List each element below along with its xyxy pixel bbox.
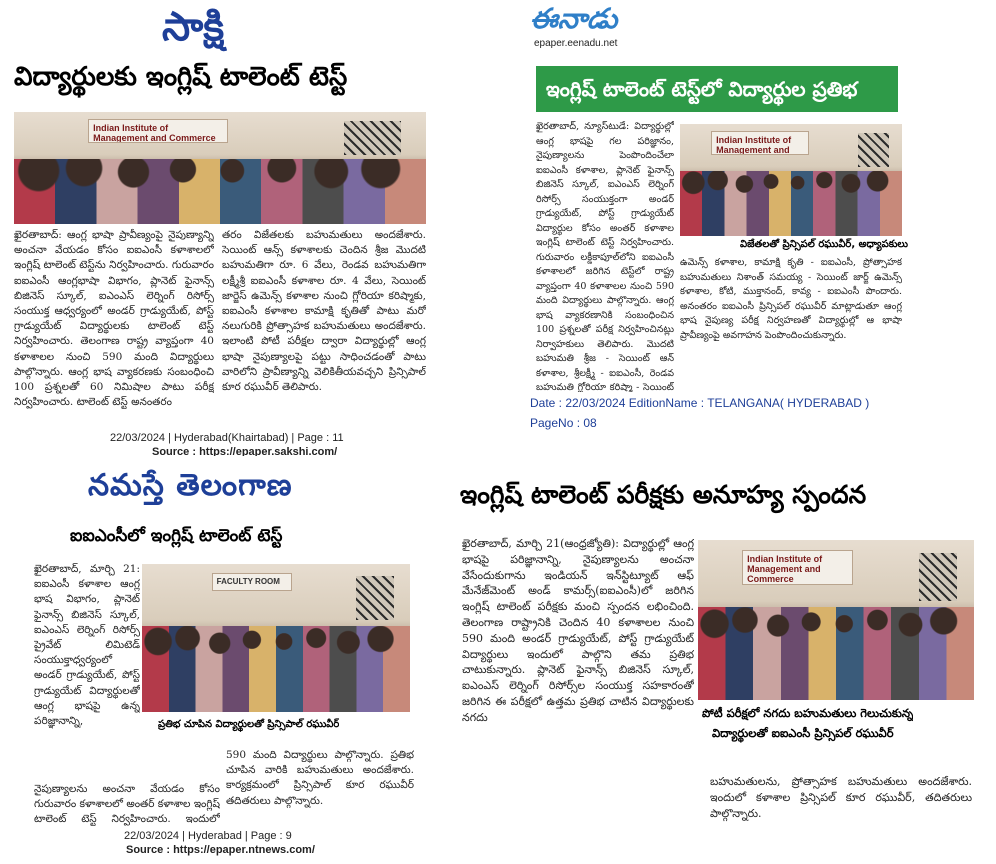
namasthe-photo-banner: FACULTY ROOM [212,573,292,591]
andhrajyothy-photo-banner: Indian Institute of Management and Commerce [742,550,852,585]
namasthe-column-1: ఖైరతాబాద్, మార్చి 21: ఐఐఎంసీ కళాశాల ఆంగ్ల భాష విభాగం, ప్లానెట్ ఫైనాన్స్ బిజినెస్ స్కూల్, ఐఎంఎస్ లెర్నింగ్ రిసోర్స్ ప్రైవేట్ లిమిటెడ్ సంయుక్తాధ్వర్యంలో అండర్ గ్రాడ్యుయేట్, పోస్ట్ గ్రాడ్యుయేట్ విద్యార్థులతో ఆంగ్ల భాషపై ఉన్న పరిజ్ఞానాన్ని, [34,563,140,728]
andhrajyothy-caption-line-2: విద్యార్థులతో ఐఐఎంసీ ప్రిన్సిపల్ రఘువీర్ [712,726,894,740]
sakshi-source: Source : https://epaper.sakshi.com/ [152,446,338,456]
eenadu-url: epaper.eenadu.net [534,38,618,49]
sakshi-date-line: 22/03/2024 | Hyderabad(Khairtabad) | Page : 11 [110,432,344,444]
eenadu-headline: ఇంగ్లిష్ టాలెంట్ టెస్ట్‌లో విద్యార్థుల ప్రతిభ [536,66,898,112]
namasthe-photo [142,564,410,712]
eenadu-clipping [528,2,908,432]
sakshi-photo [14,112,426,224]
eenadu-photo-caption: విజేతలతో ప్రిన్సిపల్ రఘువీర్, అధ్యాపకులు [740,239,908,250]
andhrajyothy-caption-line-1: పోటీ పరీక్షలో నగదు బహుమతులు గెలుచుకున్న [702,706,914,720]
namasthe-masthead: నమస్తే తెలంగాణ [88,468,293,503]
andhrajyothy-photo-people [698,607,974,700]
sakshi-photo-window [344,121,402,155]
sakshi-photo-people [14,159,426,224]
andhrajyothy-headline: ఇంగ్లిష్ టాలెంట్ పరీక్షకు అనూహ్య స్పందన [460,480,867,509]
andhrajyothy-clipping [450,474,978,840]
namasthe-column-2: 590 మంది విద్యార్థులు పాల్గొన్నారు. ప్రతిభ చూపిన వారికి బహుమతులు అందజేశారు. కార్యక్రమంలో ప్రిన్సిపాల్ కూర రఘువీర్ తదితరులు పాల్గొన్నారు. [226,749,414,807]
eenadu-page: PageNo : 08 [530,416,597,430]
sakshi-headline: విద్యార్థులకు ఇంగ్లిష్ టాలెంట్ టెస్ట్ [14,62,348,92]
namasthe-photo-people [142,626,410,712]
eenadu-photo-banner: Indian Institute of Management and [711,131,809,156]
eenadu-photo-window [858,133,889,167]
namasthe-column-1b: నైపుణ్యాలను అంచనా వేయడం కోసం గురువారం కళాశాలలో అంతర్ కళాశాల ఇంగ్లిష్ టాలెంట్ టెస్ట్ నిర్వహించారు. ఇందులో [34,783,220,826]
eenadu-photo [680,124,902,236]
eenadu-photo-people [680,171,902,236]
andhrajyothy-column-1: ఖైరతాబాద్, మార్చి 21(ఆంధ్రజ్యోతి): విద్యార్థుల్లో ఆంగ్ల భాషపై పరిజ్ఞానాన్ని, నైపుణ్యాలను అంచనా వేసేందుకుగాను ఇండియన్ ఇన్‌స్టిట్యూట్ ఆఫ్ మేనేజ్‌మెంట్ అండ్ కామర్స్(ఐఐఎంసీ)లో జరిగిన ఇంగ్లిష్ టాలెంట్ పరీక్షకు మంచి స్పందన లభించింది. తెలంగాణ రాష్ట్రానికి చెందిన 40 కళాశాలల నుంచి 590 మంది అండర్ గ్రాడ్యుయేట్, పోస్ట్ గ్రాడ్యుయేట్ విద్యార్థులు ఇందులో పాల్గొని తమ ప్రతిభ చాటుకున్నారు. ప్లానెట్ ఫైనాన్స్ బిజినెస్ స్కూల్, ఐఎంఎస్ లెర్నింగ్ రిసోర్స్‌ల సంయుక్త సహకారంతో జరిగిన ఈ పరీక్షలో ఉత్తమ ప్రతిభ చాటిన విద్యార్థులకు నగదు [462,537,694,724]
namasthe-photo-window [356,576,394,620]
namasthe-date-line: 22/03/2024 | Hyderabad | Page : 9 [124,830,292,842]
namasthe-headline: ఐఐఎంసీలో ఇంగ్లిష్ టాలెంట్ టెస్ట్ [70,526,283,546]
andhrajyothy-column-2: బహుమతులను, ప్రోత్సాహక బహుమతులు అందజేశారు. ఇందులో కళాశాల ప్రిన్సిపల్ కూర రఘువీర్, తదితరులు పాల్గొన్నారు. [710,775,972,820]
andhrajyothy-photo-window [919,553,958,601]
eenadu-column-2: ఉమెన్స్ కళాశాల, కామాక్షి కృతి - ఐఐఎంసీ, ప్రోత్సాహక బహుమతులు నిశాంత్ సమయ్య - సెయింట్ జార్జ్ ఉమెన్స్ కళాశాల, కోటి, ముక్తానంద్, కావ్య - ఐఐఎంసీ పొందారు. అనంతరం ఐఐఎంసీ ప్రిన్సిపల్ రఘువీర్ మాట్లాడుతూ ఆంగ్ల భాష నైపుణ్య పరీక్ష నిర్వహణతో విద్యార్థుల్లో ఆ భాషా ప్రావీణ్యంపై అవగాహన పెంపొందించుకున్నారు. [680,257,902,341]
sakshi-clipping [10,4,430,456]
sakshi-column-2: తరం విజేతలకు బహుమతులు అందజేశారు. సెయింట్ ఆన్స్ కళాశాలకు చెందిన శ్రీజ మొదటి బహుమతిగా రూ. 6 వేలు, రెండవ బహుమతిగా లక్ష్మీశ్రీ ఐఐఎంసీ కళాశాల రూ. 4 వేలు, సెయింట్ జార్జెస్ ఉమెన్స్ కళాశాల నుంచి గ్లోరియా కరిష్మాకు, ఐఐఎంసీ కళాశాల కామాక్షి కృతితో పాటు మరో నలుగురికి ప్రోత్సాహక బహుమతులు అందజేశారు. ఇలాంటి పోటీ పరీక్షల ద్వారా విద్యార్థుల్లో ఆంగ్ల భాషా నైపుణ్యాలపై పట్టు సాధించడంతో పాటు వారిలోని ప్రావీణ్యాన్ని వెలికితీయవచ్చని ప్రిన్సిపాల్ కూర రఘువీర్ తెలిపారు. [222,229,426,394]
namasthe-photo-caption: ప్రతిభ చూపిన విద్యార్థులతో ప్రిన్సిపాల్ రఘువీర్ [158,719,340,730]
eenadu-column-1: ఖైరతాబాద్, న్యూస్‌టుడే: విద్యార్థుల్లో ఆంగ్ల భాషపై గల పరిజ్ఞానం, నైపుణ్యాలను పెంపొందించేలా ఐఐఎంసీ కళాశాల, ప్లానెట్ ఫైనాన్స్ బిజినెస్ స్కూల్, ఐఎంఎస్ లెర్నింగ్ రిసోర్స్ సంయుక్తంగా అండర్ గ్రాడ్యుయేట్, పోస్ట్ గ్రాడ్యుయేట్ విద్యార్థుల కోసం అంతర్ కళాశాల ఇంగ్లిష్ టాలెంట్ టెస్ట్ నిర్వహించారు. గురువారం లక్డీకాపూల్‌లోని ఐఐఎంసీ కళాశాలలో జరిగిన టెస్ట్‌లో రాష్ట్ర వ్యాప్తంగా 40 కళాశాలల నుంచి 590 మంది విద్యార్థులు పాల్గొన్నారు. ఆంగ్ల భాష వ్యాకరణానికి సంబంధించిన 100 ప్రశ్నలతో పరీక్ష నిర్వహించినట్లు నిర్వాహకులు తెలిపారు. మొదటి బహుమతి శ్రీజ - సెయింట్ ఆన్ కళాశాల, శ్రీలక్ష్మీ - ఐఐఎంసీ, రెండవ బహుమతి గ్లోరియా కరిష్మా - సెయింట్ [536,121,674,392]
namasthe-clipping [10,466,430,860]
andhrajyothy-photo [698,540,974,700]
sakshi-masthead: సాక్షి [162,4,225,50]
eenadu-masthead: ఈనాడు [530,2,618,35]
namasthe-source: Source : https://epaper.ntnews.com/ [126,844,315,856]
sakshi-photo-banner: Indian Institute of Management and Commerce [88,119,228,144]
eenadu-date-line: Date : 22/03/2024 EditionName : TELANGANA( HYDERABAD ) [530,396,870,410]
sakshi-column-1: ఖైరతాబాద్: ఆంగ్ల భాషా ప్రావీణ్యంపై నైపుణ్యాన్ని అంచనా వేయడం కోసం ఐఐఎంసీ కళాశాలలో ఇంగ్లిష్ టాలెంట్ టెస్ట్‌ను నిర్వహించారు. గురువారం ఐఐఎంసీ ఆంగ్లభాషా విభాగం, ప్లానెట్ ఫైనాన్స్ బిజినెస్ స్కూల్, ఐఎంఎస్ లెర్నింగ్ రిసోర్స్ సంయుక్త ఆధ్వర్యంలో అండర్ గ్రాడ్యుయేట్, పోస్ట్ గ్రాడ్యుయేట్ విద్యార్థులకు టాలెంట్ టెస్ట్ నిర్వహించారు. తెలంగాణ రాష్ట్ర వ్యాప్తంగా 40 కళాశాలల నుంచి 590 మంది విద్యార్థులు పాల్గొన్నారు. ఆంగ్ల భాష వ్యాకరణకు సంబంధించి 100 ప్రశ్నలతో 60 నిమిషాల పాటు పరీక్ష నిర్వహించారు. టాలెంట్ టెస్ట్ అనంతరం [14,229,214,409]
